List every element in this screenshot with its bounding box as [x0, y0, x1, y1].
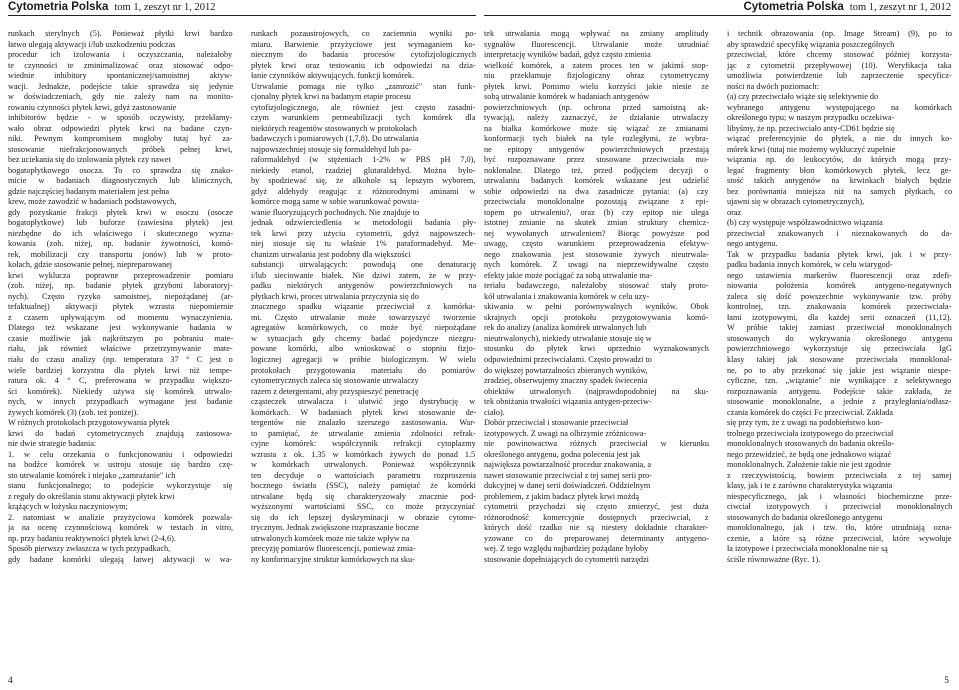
text-line: przeciwciała monoklonalne pozostają związane z epi- [484, 197, 709, 207]
text-line: i technik obrazowania (np. Image Stream) (9), po to [727, 29, 952, 38]
text-line: być rozpoznawane przez stosowane przeciwciała mo- [484, 155, 709, 165]
text-line: sobą utrwalanie komórek w badaniach antygenów [484, 92, 650, 102]
text-line: niej stosuje się tu właśnie 1% paraformadehyd. Me- [251, 239, 476, 249]
text-line: umożliwia potwierdzenie lub zaprzeczenie specyficz- [727, 71, 952, 81]
text-line: sto utrwalanie komórek i niejako „zamrażanie" ich [8, 470, 176, 480]
text-line: rek, mobilizacji czy transportu jonów) lub w proto- [8, 249, 233, 259]
text-line: precyzję pomiarów fluorescencji, ponieważ zmia- [251, 544, 416, 554]
text-line: efekty jakie może pociągać za sobą utrwalanie ma- [484, 270, 653, 280]
text-line: nych). Często ryzyko samoistnej, niepożądanej (ar- [8, 291, 233, 301]
text-line: niektórych reagentów stosowanych w protokołach [251, 123, 417, 133]
text-line: najpowszechniej stosuje się formaldehyd lub pa- [251, 144, 412, 154]
text-line: ści komórek). Niekiedy używa się komórek utrwalo- [8, 386, 233, 396]
text-line: badawczych i pomiarowych (1,7,8). Do utrwalania [251, 134, 419, 144]
text-line: różnorodność komercyjnie dostępnych przeciwciał, z [484, 512, 709, 522]
text-line: tek obniżania trwałości wiązania antygen-przeciw- [484, 397, 652, 407]
column-4 [727, 29, 952, 565]
text-line: wzrasta z ok. 1.35 w komórkach żywych do ponad 1.5 [251, 449, 476, 459]
text-line: nieutrwalonych), niekiedy utrwalanie stosuje się w [484, 333, 652, 343]
text-line: izotypowych. Z uwagi na olbrzymie zróżnicowa- [484, 428, 647, 438]
right-running-header [743, 0, 951, 14]
text-line: nie powinowactwa różnych przeciwciał w kierunku [484, 439, 709, 449]
text-line: procedur ich izolowania i oczyszczania, należałoby [8, 50, 233, 60]
text-line: cytometrii przychodzi się często zmierzyć, jest duża [484, 502, 709, 512]
text-line: komórkach. W badaniach płytek krwi stosowanie de- [251, 407, 476, 417]
text-line: czenie, a które są różne przeciwciał, które wywołuje [727, 533, 952, 543]
text-line: by spodziewać się, że alkohole są lepszym wyborem, [251, 176, 476, 186]
text-line: obiektów utrwalonych (najprawdopodobniej na sku- [484, 386, 709, 396]
text-line: ne epitopy antygenów powierzchniowych przestają [484, 144, 709, 154]
text-line: micie w badaniach diagnostycznych lub klinicznych, [8, 176, 233, 186]
text-line: nawet stosowanie przeciwciał z tej samej serii pro- [484, 470, 652, 480]
text-line: monoklonalnych. Założenie takie nie jest zgodnie [727, 460, 892, 470]
text-line: których dość rzadko nie są niestety dokładnie charakter- [484, 523, 709, 533]
text-line: wielkość komórek, a zatem proces ten w jakimś stop- [484, 60, 709, 70]
text-line: rowaniu czynności płytek krwi, gdyż zastosowanie [8, 102, 177, 112]
text-line: tek krwi przy użyciu cytometrii, gdyż najpowszech- [251, 228, 476, 238]
text-line: z rzeczywistością, bowiem przeciwciała z tej samej [727, 470, 952, 480]
text-line: ne, po to aby przekonać się jakie jest wiązanie niespe- [727, 365, 952, 375]
text-line: powierzchniowych (np. ochrona przed samoistną ak- [484, 102, 709, 112]
right-journal-title: Cytometria Polska [743, 1, 844, 13]
text-line: istotnej zmianie na skutek zmian struktury chemicz- [484, 218, 709, 228]
text-line: interpretację wyników badań, gdyż często zmienia [484, 50, 651, 60]
text-line: łami izotypowymi, dla każdej serii oznaczeń (11,12). [727, 312, 952, 322]
text-line: uwagę, często warunkiem przeprowadzenia efektyw- [484, 239, 709, 249]
text-line: ściśle równoważne (Ryc. 1). [727, 554, 821, 564]
text-line: mi. Często utrwalanie może towarzyszyć tworzenie [251, 312, 476, 322]
text-line: topem po utrwaleniu?, oraz (b) czy epitop nie ulega [484, 207, 709, 217]
text-line: ratura ok. 4 ° C, preferowana w przypadku większo- [8, 376, 233, 386]
text-line: problemem, z jakim badacz płytek krwi możdą [484, 491, 640, 501]
text-line: Tak w przypadku badania płytek krwi, jak i w przy- [727, 249, 952, 259]
text-line: powierzchniowego wykorzystuje się przeciwciała IgG [727, 344, 952, 354]
text-line: runkach sterylnych (5). Ponieważ płytki krwi bardzo [8, 29, 233, 38]
text-line: w doświadczeniach, gdy nie zależy nam na monito- [8, 92, 233, 102]
text-line: te czynności te zminimalizować oraz stosować odpo- [8, 60, 233, 70]
text-line: padku niektórych antygenów powierzchniowych na [251, 281, 476, 291]
text-line: 2. natomiast w analizie przyżyciowa komórek pozwala- [8, 512, 233, 522]
text-line: ny konformacyjne struktur komórkowych na sku- [251, 554, 415, 564]
text-line: wacji. Jednakże, podejście takie sprawdza się jedynie [8, 81, 233, 91]
text-line: czasie możliwie jak najkrótszym po pobraniu mate- [8, 333, 233, 343]
text-line: kół utrwalania i znakowania komórek w celu uzy- [484, 291, 650, 301]
text-line: wiązać preferencyjnie do płytek, a nie do innych ko- [727, 134, 952, 144]
text-line: ności na dwóch poziomach: [727, 81, 819, 91]
text-line: niekiedy etanol, rzadziej glutaraldehyd. Można było- [251, 165, 476, 175]
text-line: nych komórek. Z uwagi na nieprzewidywalne często [484, 260, 709, 270]
text-line: ciwciał izotypowych i przeciwciał monoklonalnych [727, 502, 952, 512]
text-line: bez porównania mniejsza niż na samych płytkach, co [727, 186, 952, 196]
text-line: stanu funkcjonalnego; to podejście wykorzystuje się [8, 481, 233, 491]
text-line: cytofizjologicznego, ale również jest często zasadni- [251, 102, 476, 112]
text-line: bogatopłytkowe) lub buforze (zawiesina płytek) jest [8, 218, 233, 228]
text-line: sygnałów fluorescencji. Utrwalanie może utrudniać [484, 39, 709, 49]
text-line: krew, może zawodzić w badaniach podstawowych, [8, 197, 177, 207]
text-line: (zob. niżej, np. badanie płytek grzyboni laboratoryj- [8, 281, 233, 291]
text-line: stość takich antygenów na krwinkach białych będzie [727, 176, 952, 186]
text-line: stosowanie monoklonalne, a jednie z przyległania/odłasz- [727, 397, 952, 407]
text-line: ten decyduje o wartościach parametru rozproszenia [251, 470, 476, 480]
text-line: niezbędne do ich właściwego i skutecznego wyzna- [8, 228, 233, 238]
text-line: inhibitorów będzie - w sposób oczywisty, przekłamy- [8, 113, 233, 123]
text-line: cząsteczek utrwalacza i ułatwić jego dystrybucję w [251, 397, 476, 407]
text-line: wiązania np. do leukocytów, do których mogą przy- [727, 155, 952, 165]
text-line: niu przekłamuje fizjologiczny obraz cytometryczny [484, 71, 709, 81]
text-line: nego znakowania jest stosowanie żywych nieutrwala- [484, 249, 709, 259]
text-line: czym warunkiem permeabilizacji tych komórek dla [251, 113, 476, 123]
text-line: rek do analizy (analiza komórek utrwalonych lub [484, 323, 647, 333]
text-line: płytek krwi. Pomimo wielu korzyści jakie niesie ze [484, 81, 709, 91]
text-line: trycznym. Jednak zwiększone rozpraszanie boczne [251, 523, 419, 533]
text-line: gdyż aldehydy reagując z różnorodnymi aminami w [251, 186, 476, 196]
text-line: klasy takiej jak stosowane przeciwciała monoklonal- [727, 354, 952, 364]
text-line: przeciwciał znakowanych i nieznakowanych do da- [727, 228, 952, 238]
text-line: skiwania w pełni porównywalnych wyników. Obok [484, 302, 709, 312]
text-line: protokołach przygotowania materiału do pomiarów [251, 365, 476, 375]
text-line: kołach, gdzie stosowanie pełnej, niepreparowanej [8, 260, 173, 270]
text-line: łanie czynników aktywujących. funkcji komórek. [251, 71, 415, 81]
text-line: utrwalaniu badanych komórek wskazane jest udzielić [484, 176, 709, 186]
text-line: to pamiętać, że utrwalanie zmienia zdolności refrak- [251, 428, 476, 438]
text-line: nych, w innych przypadkach wymagane jest badanie [8, 397, 233, 407]
left-journal-title: Cytometria Polska [8, 1, 109, 13]
text-line: wanie fluoryzujących pochodnych. Nie znajduje to [251, 207, 420, 217]
column-2 [251, 29, 476, 565]
text-line: jednak odzwierciedlenia w metodologii badania pły- [251, 218, 476, 228]
text-line: wało obraz odpowiedzi płytek krwi na badane czyn- [8, 123, 233, 133]
text-line: gdy badane komórki ulegają łatwej aktywacji w wa- [8, 554, 233, 564]
text-line: utrwalane będą się charakteryzowały znacznie pod- [251, 491, 476, 501]
text-line: trolnego przeciwciała izotypowego do przeciwciał [727, 428, 894, 438]
text-line: logicznej agregacji w próbie biologicznym. W wielu [251, 354, 476, 364]
text-line: skrajnych opcji protokołu przygotowywania komó- [484, 312, 709, 322]
text-line: stosowanych do badania określonego antygenu [727, 512, 883, 522]
text-line: ujawni się w obrazach cytometrycznych), [727, 197, 865, 207]
text-line: konformacji tych białek na tyle rozległymi, że wybra- [484, 134, 709, 144]
text-line: największa powtarzalność procedur znakowania, a [484, 460, 651, 470]
text-line: libyśmy, że np. przeciwciało anty-CD61 będzie się [727, 123, 895, 133]
text-line: sobie odpowiedzi na dwa zasadnicze pytania: (a) czy [484, 186, 709, 196]
text-line: padku badania innych komórek, w celu wiarygod- [727, 260, 893, 270]
text-line: powane komórki, albo wnioskować o stopniu fizjo- [251, 344, 476, 354]
text-line: wiele bardziej korzystna dla płytek krwi niż tempe- [8, 365, 233, 375]
text-line: krwi wyklucza poprawne przeprowadzenie pomiaru [8, 270, 233, 280]
text-line: wej. Z tego względu najbardziej pożądane byłoby [484, 544, 649, 554]
text-line: jąc z cytometrii przepływowej (10). Weryfikacja taka [727, 60, 952, 70]
text-line: niespecyficznego, jak i własności biochemiczne prze- [727, 491, 952, 501]
text-line: Dlatego też wskazane jest wykonywanie badania w [8, 323, 233, 333]
text-line: do większej powtarzalności zbieranych wyników, [484, 365, 648, 375]
text-line: łatwo ulegają aktywacji i/lub uszkodzeniu podczas [8, 39, 176, 49]
text-line: klasy, jak i te z zarówno charakterystyka wiązania [727, 481, 893, 491]
text-line: niecznym do badania procesów cytofizjologicznych [251, 50, 476, 60]
text-line: bogatopłytkowego osocza. To co sprawdza się znako- [8, 165, 233, 175]
page-number-left: 4 [8, 676, 13, 686]
text-line: stosunku do płytek krwi uprzednio wyznakowanych [484, 344, 709, 354]
text-line: bez uciekania się do izolowania płytek czy nawet [8, 155, 171, 165]
text-line: cytometrycznych zaleca się stosowanie utrwalaczy [251, 376, 419, 386]
text-line: określonego typu; w naszym przypadku oczekiwa- [727, 113, 895, 123]
text-line: Utrwalanie pomaga nie tylko „zamrozić" stan funk- [251, 81, 476, 91]
text-line: zradziej, obserwujemy znaczny spadek świecenia [484, 376, 648, 386]
left-running-header [8, 0, 216, 14]
text-line: krwi do badań cytometrycznych znajdują zastosowa- [8, 428, 233, 438]
text-line: bocznego światła (SSC), należy pamiętać że komórki [251, 481, 476, 491]
text-line: yzowane co do preparowanej determinanty antygeno- [484, 533, 709, 543]
text-line: czania komórek do części Fc przeciwciał. Zakłada [727, 407, 894, 417]
text-line: stosowanie dopełniających do cytometrii narzędzi [484, 554, 649, 564]
text-line: nej wywołanych utrwaleniem? Biorąc powyższe pod [484, 228, 709, 238]
text-line: wiednie inhibitory spontanicznej/samoistnej aktyw- [8, 71, 233, 81]
text-line: się przy tym, że z uwagi na podobieństwo kon- [727, 418, 883, 428]
text-line: żywych komórek (3) (zob. też poniżej). [8, 407, 139, 417]
text-line: substancji utrwalających: powodują one denaturację [251, 260, 476, 270]
text-line: w sytuacjach gdy chcemy badać pojedyncze niezgru- [251, 333, 476, 343]
text-line: riału, jak również właściwe przetrzymywanie mate- [8, 344, 233, 354]
text-line: kowania (zob. niżej, np. badanie żywotności, komó- [8, 239, 233, 249]
text-line: monoklonalnego, jak i tzw. tło, które utrudniają ozna- [727, 523, 952, 533]
text-line: nego ustawienia markerów fluorescencji oraz zdefi- [727, 270, 952, 280]
text-line: cjonalny płytek krwi na badanym etapie procesu [251, 92, 411, 102]
text-line: w komórkach utrwalonych. Ponieważ współczynnik [251, 460, 476, 470]
text-line: cyjne komórek: współczynnik refrakcji cytoplazmy [251, 439, 476, 449]
text-line: komórce mogą same w sobie warunkować powsta- [251, 197, 420, 207]
text-line: kontrolnej, tzn. znakowania komórek przeciwciała- [727, 302, 952, 312]
text-line: riału do czasu analizy (np. temperatura 37 ° C jest o [8, 354, 233, 364]
column-3 [484, 29, 709, 565]
text-line: odpowiednimi przeciwciałami. Często prowadzi to [484, 354, 652, 364]
text-line: W próbie takiej zamiast przeciwciał monoklonalnych [727, 323, 952, 333]
text-line: aby sprawdzić specyfikę wiązania poszczególnych [727, 39, 895, 49]
text-line: znacznego spadku wiązanie przeciwciał z komórka- [251, 302, 476, 312]
text-line: legać fragmenty błon komórkowych płytek, lecz ge- [727, 165, 952, 175]
left-header-rule [8, 15, 476, 16]
text-line: monoklonalnych stosowanych do badania określo- [727, 439, 895, 449]
text-line: zaleca się dość powszechnie wykonywanie tzw. próby [727, 291, 952, 301]
text-line: nego antygenu. [727, 239, 778, 249]
text-line: razem z detergentami, aby przyspieszyć penetrację [251, 386, 419, 396]
text-line: płytkach krwi, proces utrwalania przyczynia się do [251, 291, 419, 301]
text-line: utrwalonych komórek może nie także wpływ na [251, 533, 410, 543]
text-line: tek utrwalania mogą wpływać na zmiany amplitudy [484, 29, 709, 38]
text-line: gdzie najczęściej badanym materiałem jest pełna [8, 186, 170, 196]
text-line: się do ich lepszej dyskryminacji w obrazie cytome- [251, 512, 476, 522]
text-line: tergentów nie znalazło szerszego zastosowania. War- [251, 418, 476, 428]
text-line: krążących w łożysku naczyniowym; [8, 502, 128, 512]
text-line: (a) czy przeciwciało wiąże się selektywnie do [727, 92, 879, 102]
text-line: Dobór przeciwciał i stosowanie przeciwciał [484, 418, 629, 428]
column-1 [8, 29, 233, 565]
text-line: stosowanych do wykrywania określonego antygenu [727, 333, 952, 343]
text-line: niki. Pewnym kompromisem mogłoby tutaj być za- [8, 134, 233, 144]
text-line: oraz [727, 207, 742, 217]
text-line: niowania położenia komórek antygeno-negatywnych [727, 281, 952, 291]
text-line: wyższonymi wartościami SSC, co może przyczyniać [251, 502, 476, 512]
text-line: tywacją), należy zaznaczyć, że działanie utrwalaczy [484, 113, 709, 123]
text-line: stosowanie niefrakcjonowanych próbek pełnej krwi, [8, 144, 233, 154]
text-line: miaru. Barwienie przyżyciowe jest wymaganiem ko- [251, 39, 476, 49]
page-number-right: 5 [944, 676, 949, 686]
text-line: rozpoznawania antygenu. Podejście takie zakłada, że [727, 386, 952, 396]
text-line: i/lub sieciowanie białek. Nie dziwi zatem, że w przy- [251, 270, 476, 280]
text-line: Sposób pierwszy zwłaszcza w tych przypadkach, [8, 544, 171, 554]
text-line: chanizm utrwalania jest podobny dla większości [251, 249, 411, 259]
right-header-rule [484, 15, 951, 16]
text-line: ciało). [484, 407, 505, 417]
text-line: z reguły do określania stanu aktywacji płytek krwi [8, 491, 175, 501]
right-issue-info: tom 1, zeszyt nr 1, 2012 [849, 2, 951, 13]
text-line: W różnych protokołach przygotowywania płytek [8, 418, 170, 428]
text-line: agregatów komórkowych, co może być niepożądane [251, 323, 476, 333]
text-line: z czasem upływającym od momentu wynaczynienia. [8, 312, 233, 322]
text-line: runkach pozaustrojowych, co zaciemnia wyniki po- [251, 29, 476, 38]
text-line: teriału badawczego, należałoby stosować stały proto- [484, 281, 709, 291]
text-line: dukcyjnej w danej serii doświadczeń. Oddzielnym [484, 481, 651, 491]
left-issue-info: tom 1, zeszyt nr 1, 2012 [114, 2, 216, 13]
text-line: płytek krwi oraz testowaniu ich odpowiedzi na dzia- [251, 60, 476, 70]
text-line: np. przy badaniu reaktywności płytek krwi (2-4,6). [8, 533, 176, 543]
text-line: (b) czy występuje współzawodnictwo wiązania [727, 218, 883, 228]
text-line: ła izotypowe i przeciwciała monoklonalne nie są [727, 544, 888, 554]
text-line: gdy pozyskanie frakcji płytek krwi w osoczu (osocze [8, 207, 233, 217]
text-line: wybranego antygenu występującego na komórkach [727, 102, 952, 112]
text-line: nego przewidzieć, że będą one jednakowo wiązać [727, 449, 892, 459]
text-line: mórek krwi (tutaj nie możemy wykluczyć zupełnie [727, 144, 896, 154]
text-line: nie dwie strategie badania: [8, 439, 97, 449]
text-line: raformaldehyd (w stężeniach 1-2% w PBS pH 7,0), [251, 155, 476, 165]
text-line: noklonalne. Dlatego też, przed podjęciem decyzji o [484, 165, 709, 175]
text-line: ja na ocenę czynnościową komórek w testach in vitro, [8, 523, 233, 533]
text-line: tefaktualnej) aktywacji płytek wzrasta niepomiernie [8, 302, 233, 312]
text-line: na białka komórkowe może się wiązać ze zmianami [484, 123, 709, 133]
text-line: na bodźce komórek w ustroju stosuje się bardzo czę- [8, 460, 233, 470]
text-line: cyficzne, tzn. „wiązanie" nie wynikające z selektywnego [727, 376, 952, 386]
text-line: przeciwciał, które chcemy stosować później korzysta- [727, 50, 952, 60]
text-line: 1. w celu orzekania o funkcjonowaniu i odpowiedzi [8, 449, 233, 459]
text-line: określonego antygenu, godna polecenia jest jak [484, 449, 641, 459]
